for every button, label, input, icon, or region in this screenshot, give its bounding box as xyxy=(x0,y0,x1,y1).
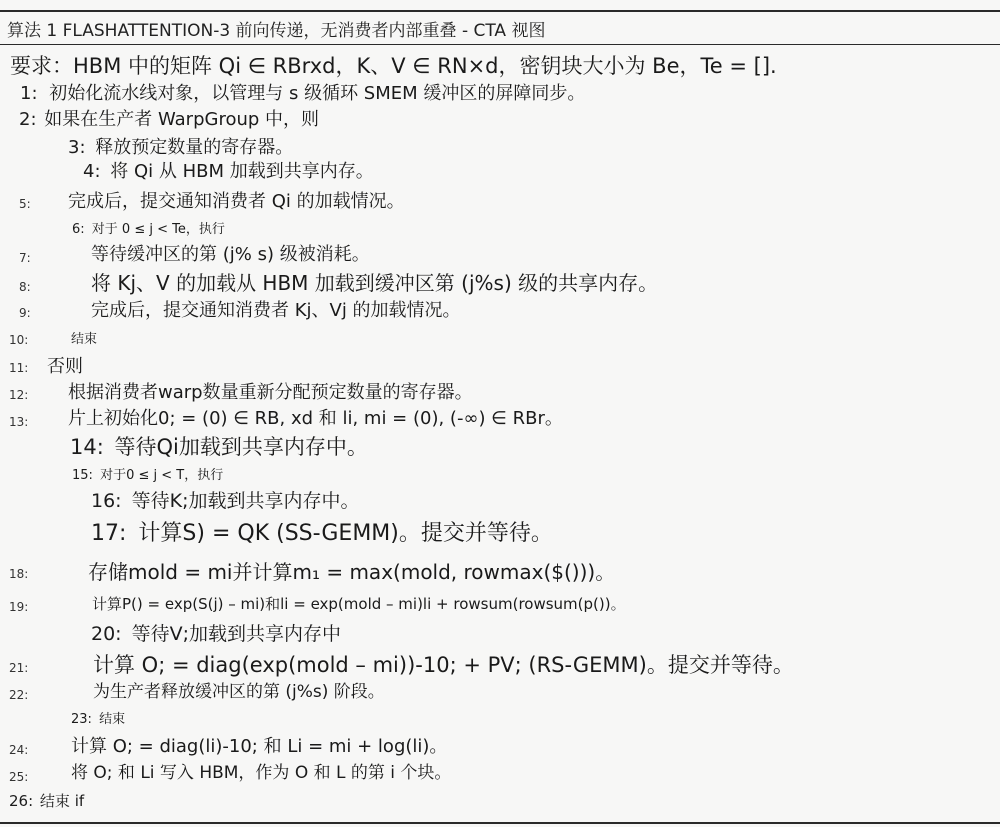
top-rule xyxy=(0,10,1000,12)
line-text-5: 完成后，提交通知消费者 Qi 的加载情况。 xyxy=(68,191,405,212)
line-text: 计算S) = QK (SS-GEMM)。提交并等待。 xyxy=(138,521,553,546)
line-number: 20: xyxy=(91,623,122,645)
line-number-22: 22: xyxy=(9,688,29,702)
line-number-19: 19: xyxy=(9,600,29,614)
algorithm-line-26 xyxy=(9,794,84,809)
line-number: 15: xyxy=(72,468,93,483)
line-number-7: 7: xyxy=(19,251,31,265)
line-text-12: 根据消费者warp数量重新分配预定数量的寄存器。 xyxy=(68,382,473,403)
line-text-22: 为生产者释放缓冲区的第 (j%s) 阶段。 xyxy=(93,682,385,702)
line-text-24: 计算 O; = diag(li)-10; 和 Li = mi + log(li)。 xyxy=(71,736,448,757)
algorithm-line-3 xyxy=(68,139,293,157)
algorithm-line-2 xyxy=(19,111,319,129)
line-text: 等待V;加载到共享内存中 xyxy=(131,623,342,645)
line-text-8: 将 Kj、V 的加载从 HBM 加载到缓冲区第 (j%s) 级的共享内存。 xyxy=(91,271,659,295)
line-number: 4: xyxy=(83,161,101,182)
line-text: 对于0 ≤ j < T，执行 xyxy=(100,468,224,483)
algorithm-line-23 xyxy=(71,713,125,726)
line-number: 23: xyxy=(71,712,92,727)
algorithm-line-6 xyxy=(72,223,225,236)
line-text-18: 存储mold = mi并计算m₁ = max(mold, rowmax($()))。 xyxy=(88,560,616,584)
line-number-9: 9: xyxy=(19,306,31,320)
line-number: 14: xyxy=(70,435,104,459)
line-text-19: 计算P() = exp(S(j) – mi)和li = exp(mold – mi)li + rowsum(rowsum(p())。 xyxy=(92,595,626,613)
line-text-9: 完成后，提交通知消费者 Kj、Vj 的加载情况。 xyxy=(91,300,461,321)
line-text-7: 等待缓冲区的第 (j% s) 级被消耗。 xyxy=(91,244,370,265)
line-number-13: 13: xyxy=(9,415,29,429)
algorithm-line-1 xyxy=(20,85,585,103)
line-number-18: 18: xyxy=(9,567,29,581)
line-number-25: 25: xyxy=(9,770,29,784)
line-number: 16: xyxy=(91,490,122,512)
line-text-25: 将 O; 和 Li 写入 HBM，作为 O 和 L 的第 i 个块。 xyxy=(71,763,452,783)
algorithm-line-20 xyxy=(91,625,341,644)
line-text: 如果在生产者 WarpGroup 中，则 xyxy=(44,109,320,130)
line-number: 17: xyxy=(91,521,127,546)
line-text-13: 片上初始化0; = (0) ∈ RB, xd 和 li, mi = (0), (-∞) ∈ RBr。 xyxy=(68,408,563,429)
line-number: 3: xyxy=(68,137,86,158)
algorithm-line-4 xyxy=(83,163,374,181)
line-number-8: 8: xyxy=(19,280,31,294)
line-number-12: 12: xyxy=(9,388,29,402)
line-number: 1: xyxy=(20,83,38,104)
line-text: 初始化流水线对象，以管理与 s 级循环 SMEM 缓冲区的屏障同步。 xyxy=(49,83,586,104)
line-number-24: 24: xyxy=(9,743,29,757)
line-text-21: 计算 O; = diag(exp(mold – mi))-10; + PV; (RS-GEMM)。提交并等待。 xyxy=(93,653,794,677)
bottom-rule xyxy=(0,822,1000,824)
line-number-11: 11: xyxy=(9,361,29,375)
line-text: 将 Qi 从 HBM 加载到共享内存。 xyxy=(110,161,374,182)
line-number: 26: xyxy=(9,792,34,810)
algorithm-line-17 xyxy=(91,523,553,545)
line-text: 等待Qi加载到共享内存中。 xyxy=(114,435,368,459)
line-number-21: 21: xyxy=(9,661,29,675)
line-text: 结束 xyxy=(99,712,126,727)
line-number-5: 5: xyxy=(19,197,31,211)
requirement-text: 要求：HBM 中的矩阵 Qi ∈ RBrxd，K、V ∈ RN×d，密钥块大小为 Be，Te = []. xyxy=(10,54,777,78)
line-number: 2: xyxy=(19,109,37,130)
line-text-10: 结束 xyxy=(71,332,98,347)
line-number: 6: xyxy=(72,222,85,237)
algorithm-title: 算法 1 FLASHATTENTION-3 前向传递，无消费者内部重叠 - CTA 视图 xyxy=(7,21,546,41)
line-text-11: 否则 xyxy=(47,356,83,377)
line-text: 等待K;加载到共享内存中。 xyxy=(131,490,360,512)
algorithm-line-16 xyxy=(91,492,360,511)
line-text: 结束 if xyxy=(39,792,85,810)
line-number-10: 10: xyxy=(9,333,29,347)
title-rule xyxy=(0,44,1000,45)
line-text: 对于 0 ≤ j < Te，执行 xyxy=(91,222,225,237)
algorithm-line-15 xyxy=(72,469,223,482)
algorithm-line-14 xyxy=(70,437,368,458)
line-text: 释放预定数量的寄存器。 xyxy=(95,137,294,158)
